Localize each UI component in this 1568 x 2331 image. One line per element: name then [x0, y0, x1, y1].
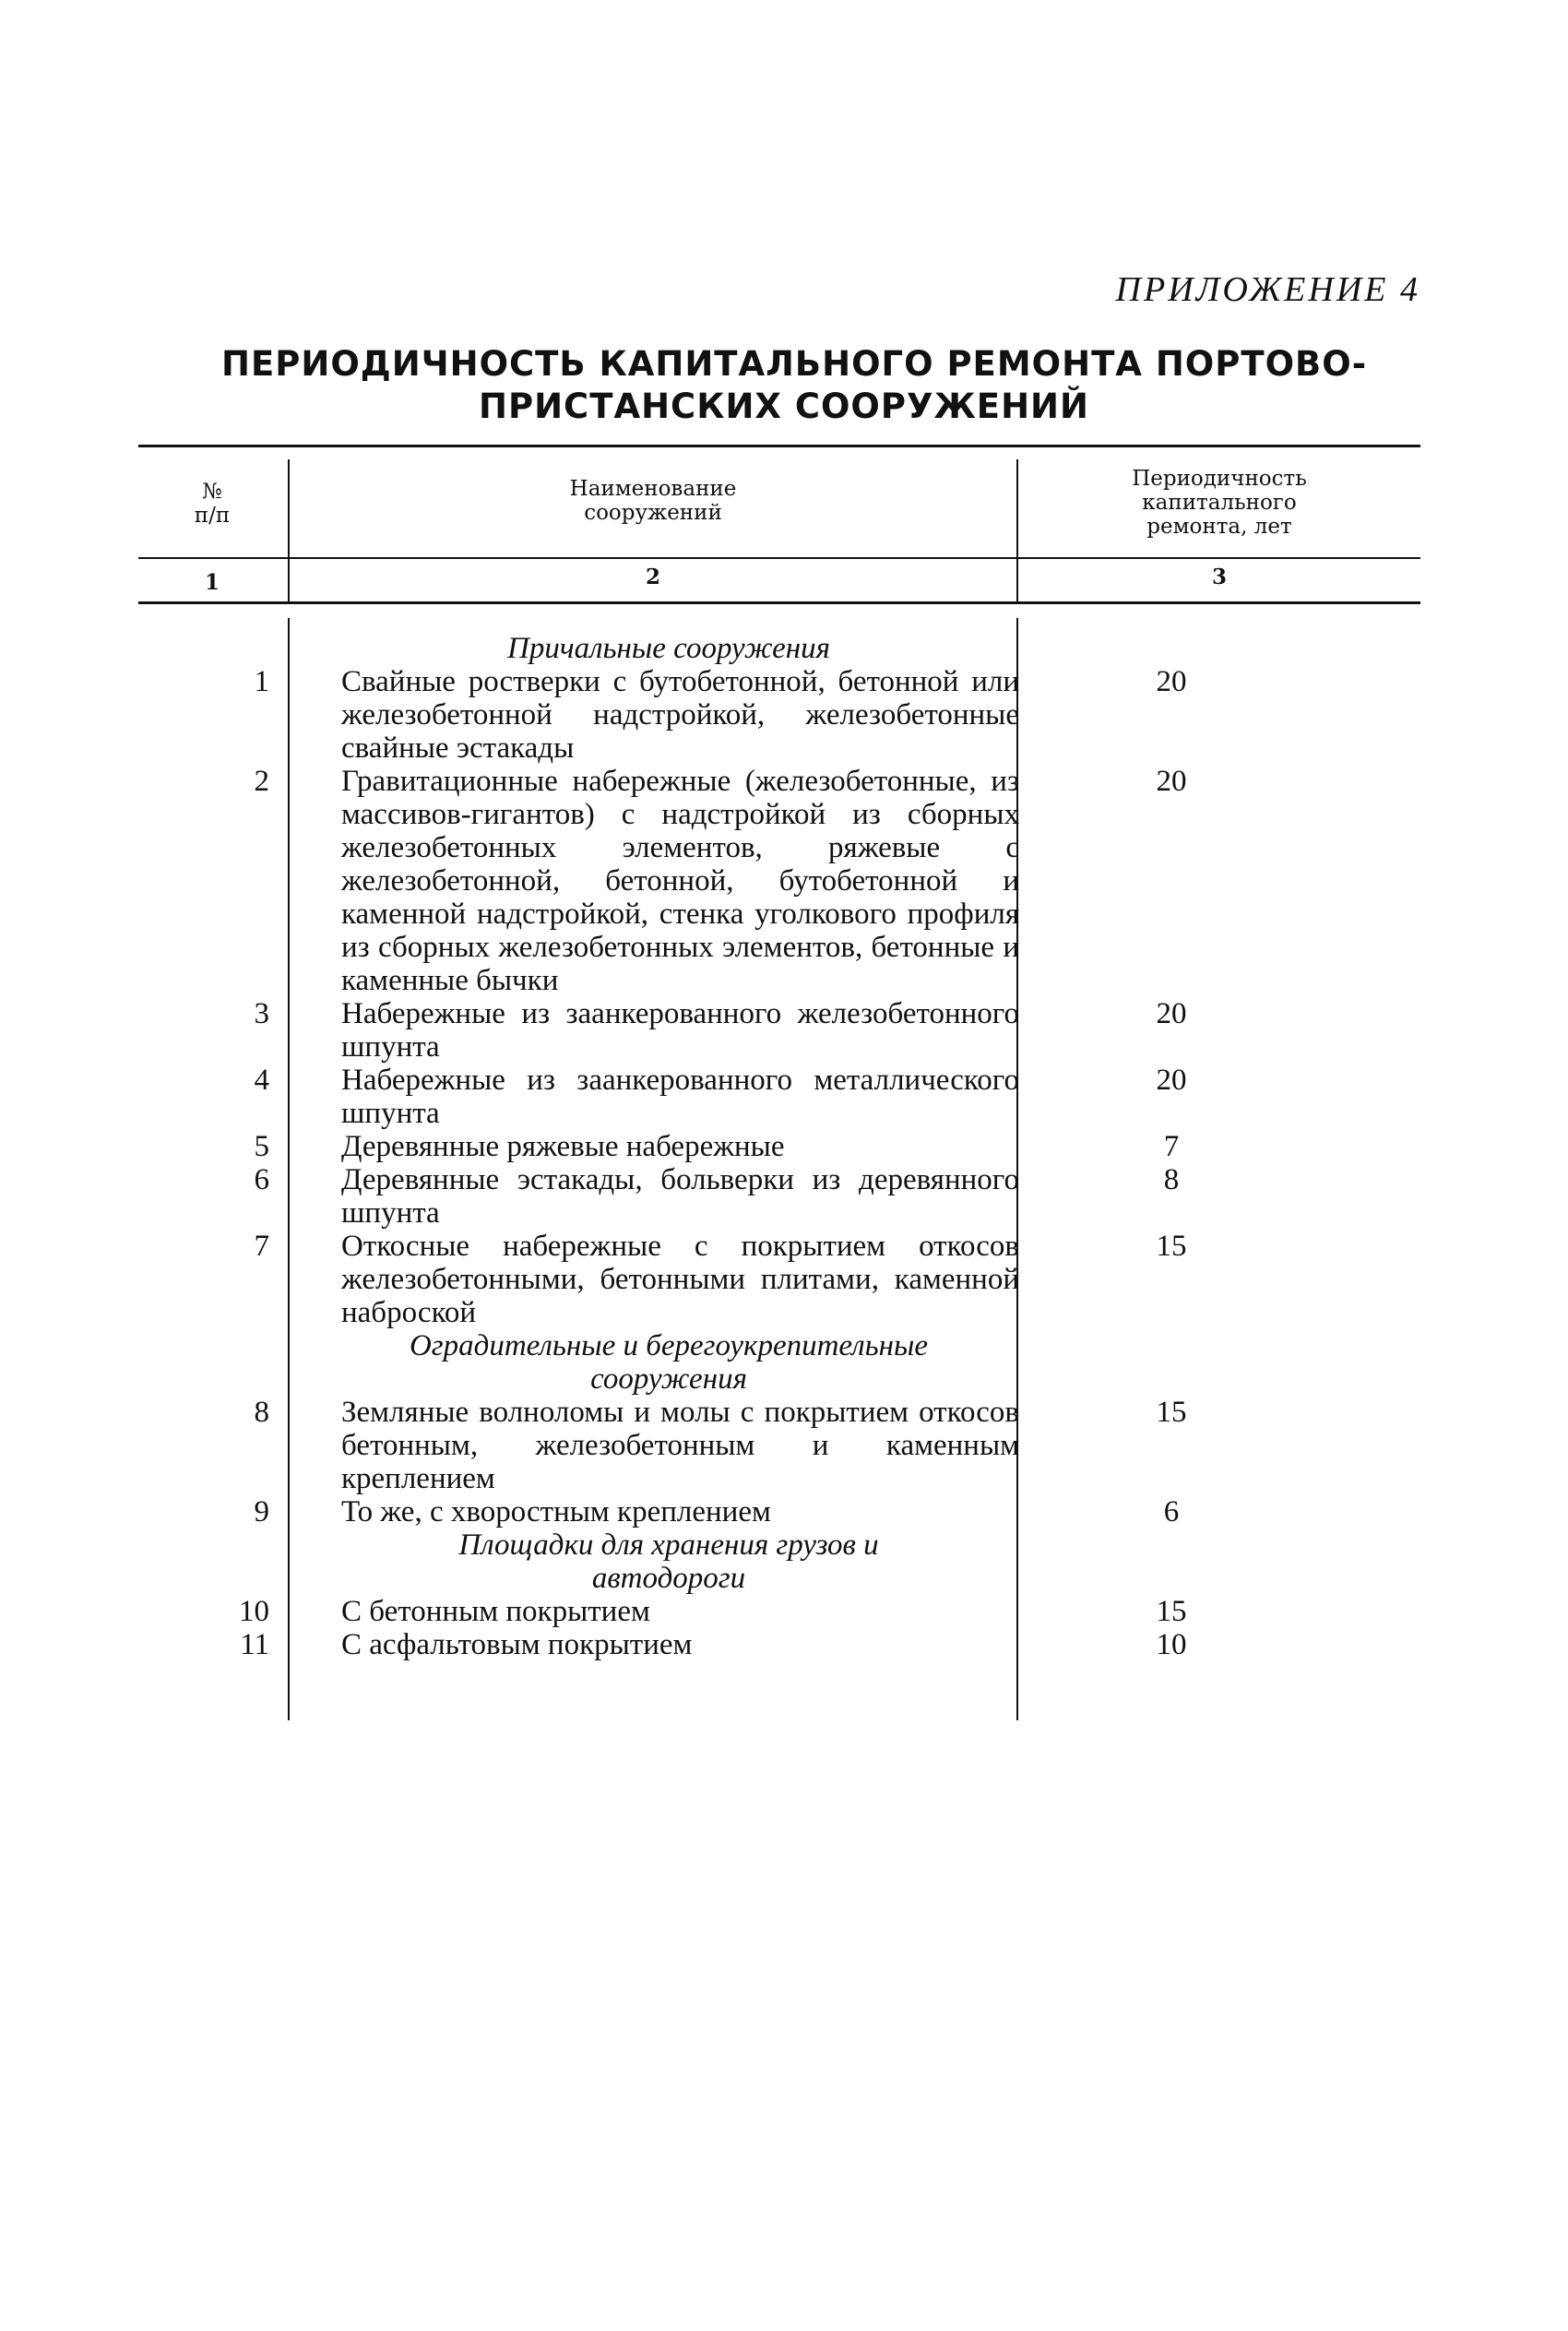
page-title	[221, 343, 1368, 428]
table-row	[138, 1495, 1430, 1528]
header-name-line-1: Наименование	[569, 477, 737, 501]
row-period: 20	[1156, 997, 1187, 1030]
header-period-line-2: капитального	[1142, 491, 1297, 515]
row-number: 6	[254, 1163, 269, 1196]
row-name: Деревянные эстакады, больверки из деревянного шпунта	[341, 1163, 1019, 1230]
row-name: Деревянные ряжевые набережные	[341, 1130, 785, 1163]
row-period: 15	[1156, 1595, 1187, 1628]
header-period-column	[1018, 467, 1420, 539]
row-number: 4	[254, 1064, 269, 1097]
row-number: 2	[254, 765, 269, 798]
section-heading-protective-line-1: Оградительные и берегоукрепительные	[409, 1329, 929, 1362]
row-period: 7	[1163, 1130, 1180, 1163]
header-name-line-2: сооружений	[584, 501, 722, 525]
header-period-line-3: ремонта, лет	[1146, 515, 1292, 539]
row-period: 20	[1156, 665, 1187, 698]
row-period: 20	[1156, 765, 1187, 798]
row-number: 7	[254, 1230, 269, 1263]
row-name: Гравитационные набережные (железобетонные, из массивов-гигантов) с надстройкой из сборных железобетонных элементов, ряжевые с железобетонной, бетонной, бутобетонной и каменной надстройкой, стенка уголкового профиля из сборных железобетонных элементов, бетонные и каменные бычки	[341, 765, 1019, 997]
section-heading-berths: Причальные сооружения	[507, 632, 830, 665]
row-name: Набережные из заанкерованного железобетонного шпунта	[341, 997, 1019, 1064]
row-number: 11	[240, 1628, 269, 1661]
row-name: Откосные набережные с покрытием откосов железобетонными, бетонными плитами, каменной наброской	[341, 1230, 1019, 1329]
table-row	[138, 1396, 1430, 1495]
title-line-2: ПРИСТАНСКИХ СООРУЖЕНИЙ	[479, 387, 1089, 426]
section-heading-storage-line-1: Площадки для хранения грузов и	[458, 1528, 879, 1562]
row-name: Свайные ростверки с бутобетонной, бетонной или железобетонной надстройкой, железобетонные свайные эстакады	[341, 665, 1019, 765]
row-number: 8	[254, 1396, 269, 1429]
row-number: 1	[254, 665, 269, 698]
table-row	[138, 1163, 1430, 1230]
table-row	[138, 665, 1430, 765]
row-name: С бетонным покрытием	[341, 1595, 650, 1628]
table-row	[138, 765, 1430, 997]
header-bottom-rule	[138, 557, 1420, 559]
section-heading-protective	[314, 1329, 1024, 1396]
row-name: То же, с хворостным креплением	[341, 1495, 771, 1528]
row-number: 9	[254, 1495, 269, 1528]
table-row	[138, 1595, 1430, 1628]
table-row	[138, 1064, 1430, 1130]
table-row	[138, 1130, 1430, 1163]
row-period: 15	[1156, 1396, 1187, 1429]
table-row	[138, 1230, 1430, 1329]
row-name: С асфальтовым покрытием	[341, 1628, 693, 1661]
row-number: 3	[254, 997, 269, 1030]
row-period: 6	[1163, 1495, 1180, 1528]
column-number-1: 1	[204, 570, 220, 595]
column-number-2: 2	[645, 565, 660, 589]
row-period: 20	[1156, 1064, 1187, 1097]
table-top-rule	[138, 445, 1420, 447]
row-period: 10	[1156, 1628, 1187, 1661]
header-number-line-2: п/п	[194, 504, 231, 528]
table-body	[138, 632, 1430, 1661]
section-heading-protective-line-2: сооружения	[590, 1362, 747, 1396]
table-row	[138, 997, 1430, 1064]
row-period: 15	[1156, 1230, 1187, 1263]
appendix-label: ПРИЛОЖЕНИЕ 4	[1115, 270, 1420, 309]
table-row	[138, 1628, 1430, 1661]
header-period-line-1: Периодичность	[1132, 467, 1307, 491]
section-heading-storage-line-2: автодороги	[591, 1562, 746, 1595]
row-period: 8	[1163, 1163, 1180, 1196]
header-name-column	[290, 477, 1016, 525]
row-name: Земляные волноломы и молы с покрытием откосов бетонным, железобетонным и каменным креплением	[341, 1396, 1019, 1495]
column-number-3: 3	[1211, 565, 1227, 589]
row-name: Набережные из заанкерованного металлического шпунта	[341, 1064, 1019, 1130]
row-number: 10	[239, 1595, 269, 1628]
header-number-line-1: №	[202, 480, 222, 504]
section-heading-storage	[314, 1528, 1024, 1595]
header-number-column	[138, 480, 286, 528]
row-number: 5	[254, 1130, 269, 1163]
title-line-1: ПЕРИОДИЧНОСТЬ КАПИТАЛЬНОГО РЕМОНТА ПОРТОВО-	[221, 344, 1368, 384]
column-numbers-bottom-rule	[138, 601, 1420, 604]
